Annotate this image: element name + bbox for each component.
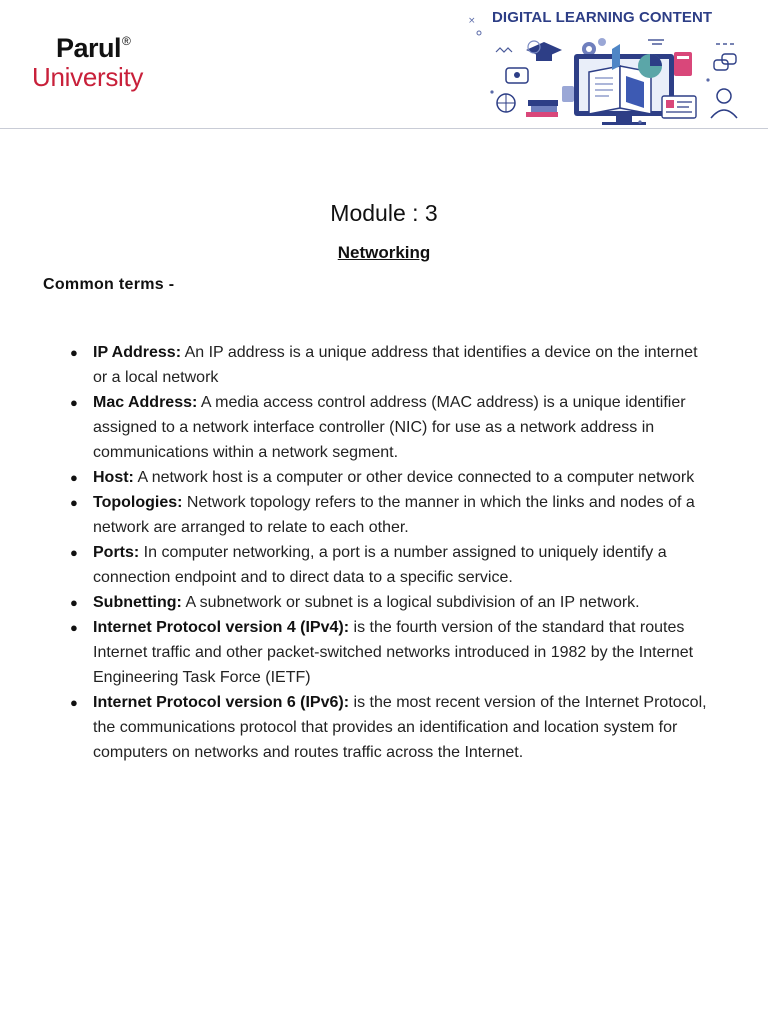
registered-mark: ® [122,34,131,48]
term-definition: In computer networking, a port is a number assigned to uniquely identify a connection endpoint and to direct data to a specific service. [93,544,667,586]
term-definition: is the most recent version of the Internet Protocol, the communications protocol that provides an identification and location system for computers on networks and routes traffic across the Internet. [93,694,707,761]
list-item [70,490,710,540]
calculator-icon [562,86,574,102]
list-item [70,340,710,390]
video-icon [506,68,528,83]
term-definition: is the fourth version of the standard that routes Internet traffic and other packet-switched networks introduced in 1982 by the Internet Engineering Task Force (IETF) [93,619,694,686]
chat-bubbles-icon [714,54,736,70]
bullet-icon: ● [70,545,78,560]
logo-wordmark-parul: Parul® [56,33,131,63]
bullet-icon: ● [70,595,78,610]
digital-learning-banner [462,4,762,128]
term-definition: A media access control address (MAC address) is a unique identifier assigned to a network interface controller (NIC) for use as a network address in communications within a network segment. [93,394,686,461]
term-name: Mac Address: [93,394,198,411]
term-definition: A network host is a computer or other device connected to a computer network [133,469,695,486]
svg-text:×: × [468,16,476,26]
list-item [70,540,710,590]
globe-icon [497,94,515,112]
list-item [70,465,710,490]
module-title: Module : 3 [330,200,438,226]
bullet-icon: ● [70,495,78,510]
term-name: Ports: [93,544,140,561]
bullet-icon: ● [70,470,78,485]
list-item [70,615,710,690]
section-title: Networking [337,243,431,262]
term-name: Topologies: [93,494,183,511]
term-name: Host: [93,469,134,486]
university-logo [30,33,170,95]
page-header [0,0,768,129]
gear-icon [582,38,606,56]
id-card-icon [662,96,696,118]
term-name: IP Address: [93,344,182,361]
bullet-icon: ● [70,395,78,410]
term-name: Subnetting: [93,594,182,611]
bullet-icon: ● [70,695,78,710]
list-item [70,690,710,765]
notebook-icon [674,52,692,76]
common-terms-heading: Common terms - [43,276,175,293]
logo-wordmark-university: University [32,62,144,92]
bullet-icon: ● [70,345,78,360]
books-stack-icon [526,100,558,117]
header-divider [0,128,768,129]
bullet-icon: ● [70,620,78,635]
list-item [70,590,710,615]
graduation-cap-icon [526,41,562,61]
list-item [70,390,710,465]
banner-title: DIGITAL LEARNING CONTENT [492,9,713,26]
terms-list [70,340,710,765]
term-name: Internet Protocol version 4 (IPv4): [93,619,350,636]
pie-chart-icon [638,54,662,78]
term-definition: An IP address is a unique address that identifies a device on the internet or a local network [93,344,698,386]
term-definition: Network topology refers to the manner in which the links and nodes of a network are arranged to relate to each other. [93,494,695,536]
person-icon [711,89,737,118]
term-definition: A subnetwork or subnet is a logical subdivision of an IP network. [181,594,640,611]
term-name: Internet Protocol version 6 (IPv6): [93,694,350,711]
